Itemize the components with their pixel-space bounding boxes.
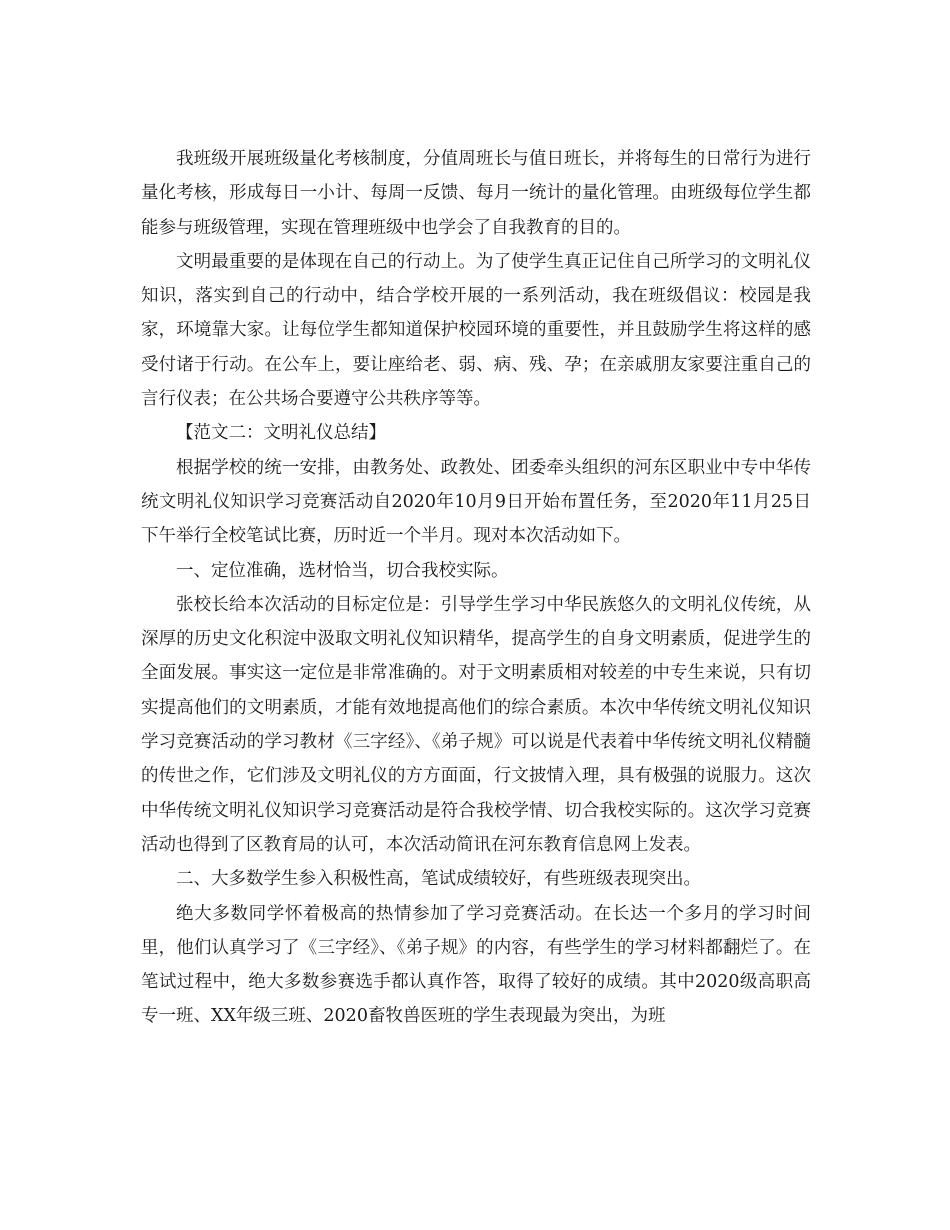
section-heading-one: 一、定位准确，选材恰当，切合我校实际。 <box>176 560 509 581</box>
paragraph-student-participation: 绝大多数同学怀着极高的热情参加了学习竞赛活动。在长达一个多月的学习时间里，他们认真学习了《三字经》、《弟子规》的内容，有些学生的学习材料都翻烂了。在笔试过程中，绝大多数参赛选手都认真作答，取得了较好的成绩。其中2020级高职高专一班、XX年级三班、2020畜牧兽医班的学生表现最为突出，为班 <box>141 903 811 1027</box>
paragraph-civilized-action: 文明最重要的是体现在自己的行动上。为了使学生真正记住自己所学习的文明礼仪知识，落实到自己的行动中，结合学校开展的一系列活动，我在班级倡议：校园是我家，环境靠大家。让每位学生都知道保护校园环境的重要性，并且鼓励学生将这样的感受付诸于行动。在公车上，要让座给老、弱、病、残、孕；在亲戚朋友家要注重自己的言行仪表；在公共场合要遵守公共秩序等等。 <box>141 251 811 410</box>
paragraph-activity-overview: 根据学校的统一安排，由教务处、政教处、团委牵头组织的河东区职业中专中华传统文明礼仪知识学习竞赛活动自2020年10月9日开始布置任务，至2020年11月25日下午举行全校笔试比赛，历时近一个半月。现对本次活动如下。 <box>141 457 811 547</box>
section-title-sample-two: 【范文二：文明礼仪总结】 <box>176 423 386 444</box>
paragraph-quantitative-assessment: 我班级开展班级量化考核制度，分值周班长与值日班长，并将每生的日常行为进行量化考核，形成每日一小计、每周一反馈、每月一统计的量化管理。由班级每位学生都能参与班级管理，实现在管理班级中也学会了自我教育的目的。 <box>141 149 811 238</box>
paragraph-goal-positioning: 张校长给本次活动的目标定位是：引导学生学习中华民族悠久的文明礼仪传统，从深厚的历史文化积淀中汲取文明礼仪知识精华，提高学生的自身文明素质，促进学生的全面发展。事实这一定位是非常准确的。对于文明素质相对较差的中专生来说，只有切实提高他们的文明素质，才能有效地提高他们的综合素质。本次中华传统文明礼仪知识学习竞赛活动的学习教材《三字经》、《弟子规》可以说是代表着中华传统文明礼仪精髓的传世之作，它们涉及文明礼仪的方方面面，行文披情入理，具有极强的说服力。这次中华传统文明礼仪知识学习竞赛活动是符合我校学情、切合我校实际的。这次学习竞赛活动也得到了区教育局的认可，本次活动简讯在河东教育信息网上发表。 <box>141 594 811 855</box>
section-heading-two: 二、大多数学生参入积极性高，笔试成绩较好，有些班级表现突出。 <box>176 869 701 890</box>
document-body <box>141 142 811 1034</box>
